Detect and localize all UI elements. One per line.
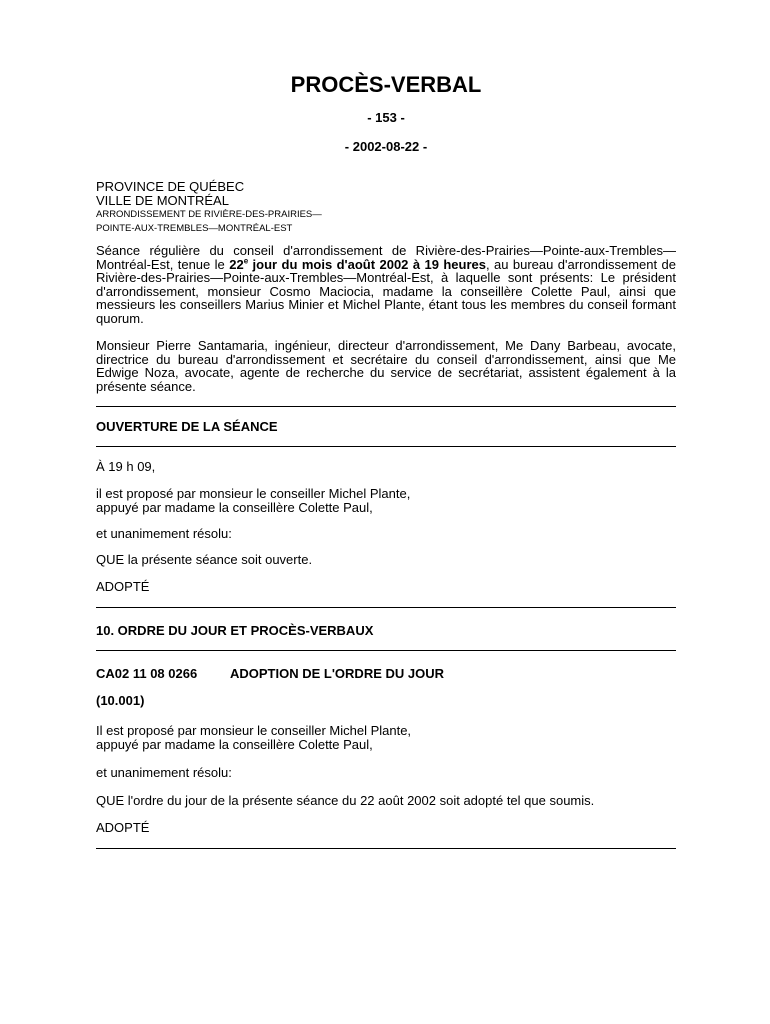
- proposal-line: Il est proposé par monsieur le conseiller Michel Plante,: [96, 723, 412, 738]
- seconded-line: appuyé par madame la conseillère Colette Paul,: [96, 499, 373, 515]
- divider: [96, 848, 676, 849]
- resolution-header: [96, 666, 444, 681]
- item-number: (10.001): [96, 693, 145, 708]
- divider: [96, 650, 676, 651]
- location-block: [96, 180, 676, 236]
- agenda-proposal: [96, 724, 676, 751]
- attendees-paragraph: Monsieur Pierre Santamaria, ingénieur, directeur d'arrondissement, Me Dany Barbeau, avocate, directrice du bureau d'arrondissement et secrétaire du conseil d'arrondissement, ainsi que Me Edwige Noza, avocate, agente de recherche du service de secrétariat, assistent également à la présente séance.: [96, 338, 676, 394]
- province-label: PROVINCE DE QUÉBEC: [96, 179, 245, 194]
- divider: [96, 446, 676, 447]
- agenda-resolved: et unanimement résolu:: [96, 765, 232, 780]
- resolution-title: ADOPTION DE L'ORDRE DU JOUR: [230, 666, 444, 681]
- opening-proposal: [96, 487, 676, 514]
- city-label: VILLE DE MONTRÉAL: [96, 193, 229, 208]
- opening-resolved: et unanimement résolu:: [96, 526, 232, 541]
- opening-resolution-text: QUE la présente séance soit ouverte.: [96, 552, 313, 567]
- divider: [96, 607, 676, 608]
- opening-time: À 19 h 09,: [96, 459, 156, 474]
- divider: [96, 406, 676, 407]
- document-title: PROCÈS-VERBAL: [290, 72, 482, 97]
- opening-heading: OUVERTURE DE LA SÉANCE: [96, 419, 278, 434]
- proposal-line: il est proposé par monsieur le conseiller Michel Plante,: [96, 486, 411, 501]
- resolution-code: CA02 11 08 0266: [96, 666, 198, 681]
- agenda-adopted: ADOPTÉ: [96, 820, 150, 835]
- intro-day: 22: [229, 256, 244, 272]
- intro-date-time: jour du mois d'août 2002 à 19 heures: [248, 256, 486, 272]
- intro-text-end: , au bureau d'arrondissement de Rivière-des-Prairies—Pointe-aux-Trembles—Montréal-Est, à laquelle sont présents: Le président d'arrondissement, monsieur Cosmo Maciocia, madame la conseillère Colette Paul, ainsi que messieurs les conseillers Marius Minier et Michel Plante, étant tous les membres du conseil formant quorum.: [96, 256, 676, 326]
- seconded-line: appuyé par madame la conseillère Colette Paul,: [96, 736, 373, 752]
- meeting-date: - 2002-08-22 -: [344, 139, 428, 154]
- borough-line-1: ARRONDISSEMENT DE RIVIÈRE-DES-PRAIRIES—: [96, 209, 322, 220]
- borough-line-2: POINTE-AUX-TREMBLES—MONTRÉAL-EST: [96, 223, 293, 234]
- session-intro-paragraph: [96, 244, 676, 325]
- intro-day-suffix: e: [243, 256, 249, 266]
- agenda-resolution-text: QUE l'ordre du jour de la présente séance du 22 août 2002 soit adopté tel que soumis.: [96, 793, 595, 808]
- page-number: - 153 -: [367, 110, 405, 125]
- intro-text-start: Séance régulière du conseil d'arrondissement de Rivière-des-Prairies—Pointe-aux-Trembles—Montréal-Est, tenue le: [96, 243, 676, 272]
- opening-adopted: ADOPTÉ: [96, 579, 150, 594]
- agenda-heading: 10. ORDRE DU JOUR ET PROCÈS-VERBAUX: [96, 623, 374, 638]
